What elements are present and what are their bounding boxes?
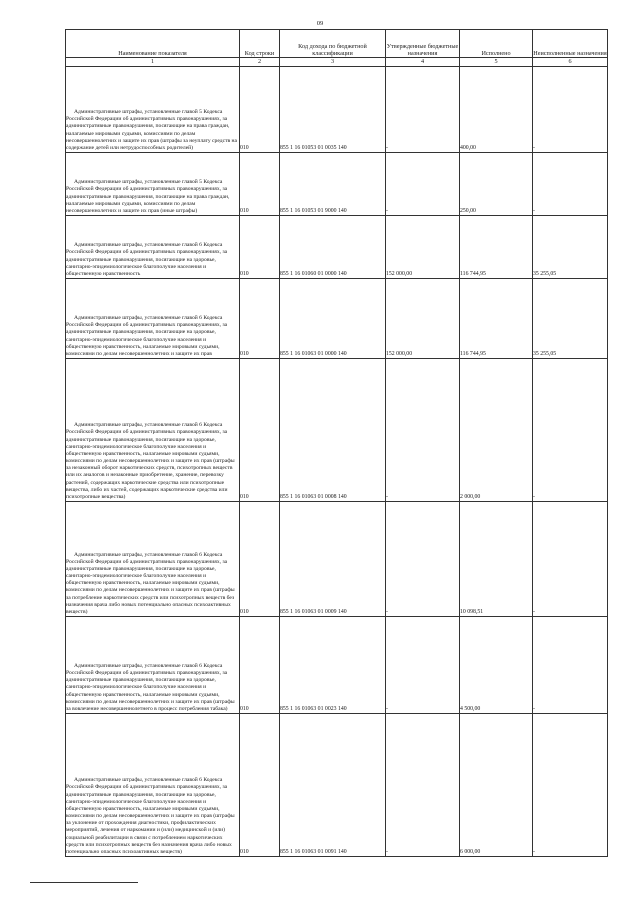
header-row (66, 30, 608, 58)
unexecuted-amount: - (533, 359, 608, 502)
row-code: 010 (240, 279, 280, 359)
column-number: 3 (280, 58, 386, 67)
executed-amount: 116 744,95 (460, 216, 533, 279)
table-row (66, 67, 608, 153)
indicator-name: Административные штрафы, установленные главой 6 Кодекса Российской Федерации об административных правонарушениях, за административные правонарушения, посягающие на здоровье, санитарно-эпидемиологическое благополучие населения и общественную нравственность (66, 216, 240, 279)
column-header-unexecuted: Неисполненные назначения (533, 30, 608, 58)
table-row (66, 502, 608, 617)
table-row (66, 714, 608, 857)
unexecuted-amount: - (533, 502, 608, 617)
row-code: 010 (240, 153, 280, 216)
approved-amount: 152 000,00 (386, 279, 460, 359)
indicator-name: Административные штрафы, установленные главой 6 Кодекса Российской Федерации об административных правонарушениях, за административные правонарушения, посягающие на здоровье, санитарно-эпидемиологическое благополучие населения и общественную нравственность, налагаемые мировыми судьями, комиссиями по делам несовершеннолетних и защите их прав (штрафы за уклонение от прохождения диагностики, профилактических мероприятий, лечения от наркомании и (или) медицинской и (или) социальной реабилитации в связи с потреблением наркотических средств или психотропных веществ без назначения врача либо новых потенциально опасных психоактивных веществ) (66, 714, 240, 857)
column-number: 1 (66, 58, 240, 67)
kbk-code: 855 1 16 01063 01 0000 140 (280, 279, 386, 359)
approved-amount: - (386, 502, 460, 617)
row-code: 010 (240, 359, 280, 502)
kbk-code: 855 1 16 01060 01 0000 140 (280, 216, 386, 279)
approved-amount: - (386, 359, 460, 502)
approved-amount: - (386, 714, 460, 857)
column-header-kbk: Код дохода по бюджетной классификации (280, 30, 386, 58)
footnote-divider (30, 882, 138, 883)
column-number: 6 (533, 58, 608, 67)
budget-execution-table (65, 29, 608, 857)
unexecuted-amount: - (533, 153, 608, 216)
indicator-name: Административные штрафы, установленные главой 5 Кодекса Российской Федерации об административных правонарушениях, за административные правонарушения, посягающие на права граждан, налагаемые мировыми судьями, комиссиями по делам несовершеннолетних и защите их прав (иные штрафы) (66, 153, 240, 216)
indicator-name: Административные штрафы, установленные главой 6 Кодекса Российской Федерации об административных правонарушениях, за административные правонарушения, посягающие на здоровье, санитарно-эпидемиологическое благополучие населения и общественную нравственность, налагаемые мировыми судьями, комиссиями по делам несовершеннолетних и защите их прав (штрафы за потребление наркотических средств или психотропных веществ без назначения врача либо новых потенциально опасных психоактивных веществ) (66, 502, 240, 617)
row-code: 010 (240, 714, 280, 857)
row-code: 010 (240, 502, 280, 617)
column-header-approved: Утвержденные бюджетные назначения (386, 30, 460, 58)
unexecuted-amount: 35 255,05 (533, 279, 608, 359)
column-number: 4 (386, 58, 460, 67)
indicator-name: Административные штрафы, установленные главой 6 Кодекса Российской Федерации об административных правонарушениях, за административные правонарушения, посягающие на здоровье, санитарно-эпидемиологическое благополучие населения и общественную нравственность, налагаемые мировыми судьями, комиссиями по делам несовершеннолетних и защите их прав (66, 279, 240, 359)
column-number-row (66, 58, 608, 67)
row-code: 010 (240, 617, 280, 714)
approved-amount: - (386, 67, 460, 153)
table-row (66, 216, 608, 279)
executed-amount: 400,00 (460, 67, 533, 153)
table-row (66, 279, 608, 359)
executed-amount: 116 744,95 (460, 279, 533, 359)
column-number: 5 (460, 58, 533, 67)
table-row (66, 359, 608, 502)
unexecuted-amount: - (533, 67, 608, 153)
column-number: 2 (240, 58, 280, 67)
unexecuted-amount: - (533, 617, 608, 714)
indicator-name: Административные штрафы, установленные главой 6 Кодекса Российской Федерации об административных правонарушениях, за административные правонарушения, посягающие на здоровье, санитарно-эпидемиологическое благополучие населения и общественную нравственность, налагаемые мировыми судьями, комиссиями по делам несовершеннолетних и защите их прав (штрафы за вовлечение несовершеннолетнего в процесс потребления табака) (66, 617, 240, 714)
unexecuted-amount: 35 255,05 (533, 216, 608, 279)
column-header-executed: Исполнено (460, 30, 533, 58)
table-row (66, 617, 608, 714)
executed-amount: 2 000,00 (460, 359, 533, 502)
row-code: 010 (240, 216, 280, 279)
unexecuted-amount: - (533, 714, 608, 857)
column-header-row-code: Код строки (240, 30, 280, 58)
kbk-code: 855 1 16 01063 01 0023 140 (280, 617, 386, 714)
kbk-code: 855 1 16 01063 01 0009 140 (280, 502, 386, 617)
executed-amount: 10 098,51 (460, 502, 533, 617)
row-code: 010 (240, 67, 280, 153)
approved-amount: - (386, 153, 460, 216)
approved-amount: 152 000,00 (386, 216, 460, 279)
approved-amount: - (386, 617, 460, 714)
column-header-name: Наименование показателя (66, 30, 240, 58)
executed-amount: 6 000,00 (460, 714, 533, 857)
kbk-code: 855 1 16 01063 01 0091 140 (280, 714, 386, 857)
kbk-code: 855 1 16 01053 01 0035 140 (280, 67, 386, 153)
executed-amount: 4 500,00 (460, 617, 533, 714)
executed-amount: 250,00 (460, 153, 533, 216)
kbk-code: 855 1 16 01063 01 0008 140 (280, 359, 386, 502)
indicator-name: Административные штрафы, установленные главой 5 Кодекса Российской Федерации об административных правонарушениях, за административные правонарушения, посягающие на права граждан, налагаемые мировыми судьями, комиссиями по делам несовершеннолетних и защите их прав (штрафы за неуплату средств на содержание детей или нетрудоспособных родителей) (66, 67, 240, 153)
table-row (66, 153, 608, 216)
page-number: 09 (316, 20, 324, 27)
indicator-name: Административные штрафы, установленные главой 6 Кодекса Российской Федерации об административных правонарушениях, за административные правонарушения, посягающие на здоровье, санитарно-эпидемиологическое благополучие населения и общественную нравственность, налагаемые мировыми судьями, комиссиями по делам несовершеннолетних и защите их прав (штрафы за незаконный оборот наркотических средств, психотропных веществ или их аналогов и незаконные приобретение, хранение, перевозку растений, содержащих наркотические средства или психотропные вещества, либо их частей, содержащих наркотические средства или психотропные вещества) (66, 359, 240, 502)
kbk-code: 855 1 16 01053 01 9000 140 (280, 153, 386, 216)
